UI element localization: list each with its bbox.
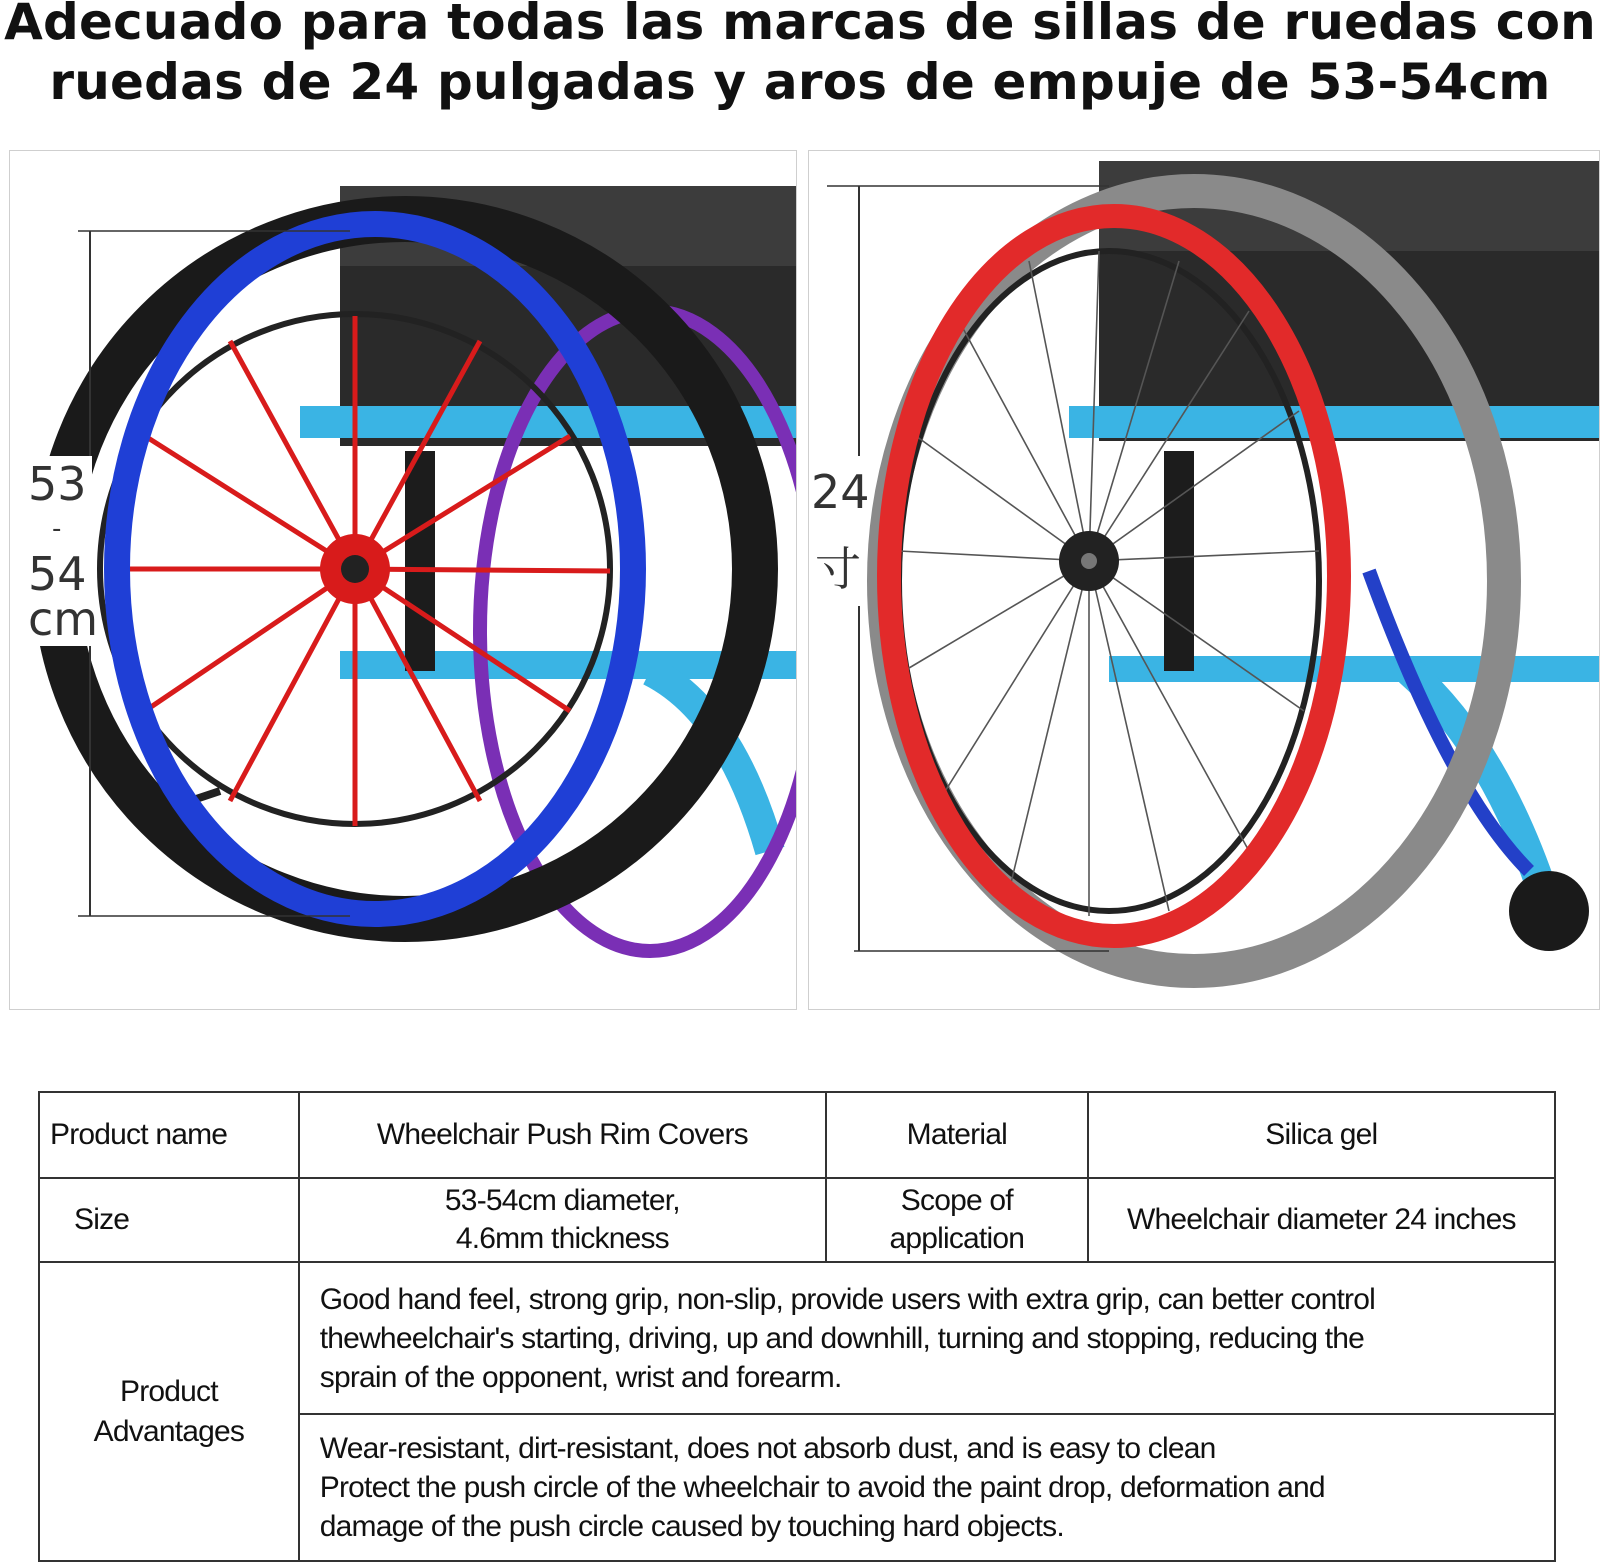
blue-rim-wheel-illustration — [10, 151, 796, 1009]
cell-advantage-2 — [299, 1414, 1555, 1561]
headline-line-2: ruedas de 24 pulgadas y aros de empuje de 53-54cm — [49, 53, 1551, 111]
dimension-unit: 寸 — [815, 542, 861, 596]
cell-size-label: Size — [39, 1178, 299, 1262]
spec-table — [38, 1091, 1556, 1562]
cell-product-name-value: Wheelchair Push Rim Covers — [299, 1092, 826, 1178]
headline — [0, 0, 1600, 112]
cell-advantages-label — [39, 1262, 299, 1561]
hub-center — [341, 555, 369, 583]
scope-label-line-1: Scope of — [900, 1184, 1013, 1217]
cell-scope-value: Wheelchair diameter 24 inches — [1088, 1178, 1555, 1262]
cell-product-name-label: Product name — [39, 1092, 299, 1178]
left-product-image — [9, 150, 797, 1010]
advantage-1-line-2: thewheelchair's starting, driving, up and downhill, turning and stopping, reducing the — [319, 1321, 1365, 1355]
dimension-unit: cm — [28, 592, 99, 646]
advantages-label-line-2: Advantages — [93, 1414, 245, 1448]
cell-scope-label — [826, 1178, 1088, 1262]
dimension-value-bottom: 54 — [28, 547, 87, 601]
cell-material-value: Silica gel — [1088, 1092, 1555, 1178]
advantage-2-line-3: damage of the push circle caused by touching hard objects. — [319, 1510, 1064, 1543]
frame-tube-upper — [1069, 406, 1599, 438]
table-row — [39, 1092, 1555, 1178]
advantage-2-line-1: Wear-resistant, dirt-resistant, does not absorb dust, and is easy to clean — [319, 1432, 1216, 1465]
cell-size-value — [299, 1178, 826, 1262]
red-rim-wheel-illustration — [809, 151, 1599, 1009]
caster-wheel — [1509, 871, 1589, 951]
cell-material-label: Material — [826, 1092, 1088, 1178]
dimension-value: 24 — [811, 465, 870, 519]
table-row — [39, 1178, 1555, 1262]
advantages-label-line-1: Product — [119, 1374, 218, 1408]
cell-advantage-1 — [299, 1262, 1555, 1414]
advantage-2-line-2: Protect the push circle of the wheelchair to avoid the paint drop, deformation and — [319, 1471, 1325, 1504]
hub-center — [1081, 553, 1097, 569]
frame-bracket — [1164, 451, 1194, 671]
table-row — [39, 1262, 1555, 1414]
scope-label-line-2: application — [889, 1222, 1025, 1255]
dimension-separator: - — [52, 514, 62, 544]
size-value-line-2: 4.6mm thickness — [455, 1222, 669, 1255]
advantage-1-line-3: sprain of the opponent, wrist and forearm. — [319, 1360, 842, 1394]
headline-line-1: Adecuado para todas las marcas de sillas de ruedas con — [4, 0, 1596, 51]
frame-bracket — [405, 451, 435, 671]
right-product-image — [808, 150, 1600, 1010]
advantage-1-line-1: Good hand feel, strong grip, non-slip, provide users with extra grip, can better control — [319, 1282, 1375, 1316]
dimension-value-top: 53 — [28, 457, 87, 511]
size-value-line-1: 53-54cm diameter, — [444, 1184, 680, 1217]
